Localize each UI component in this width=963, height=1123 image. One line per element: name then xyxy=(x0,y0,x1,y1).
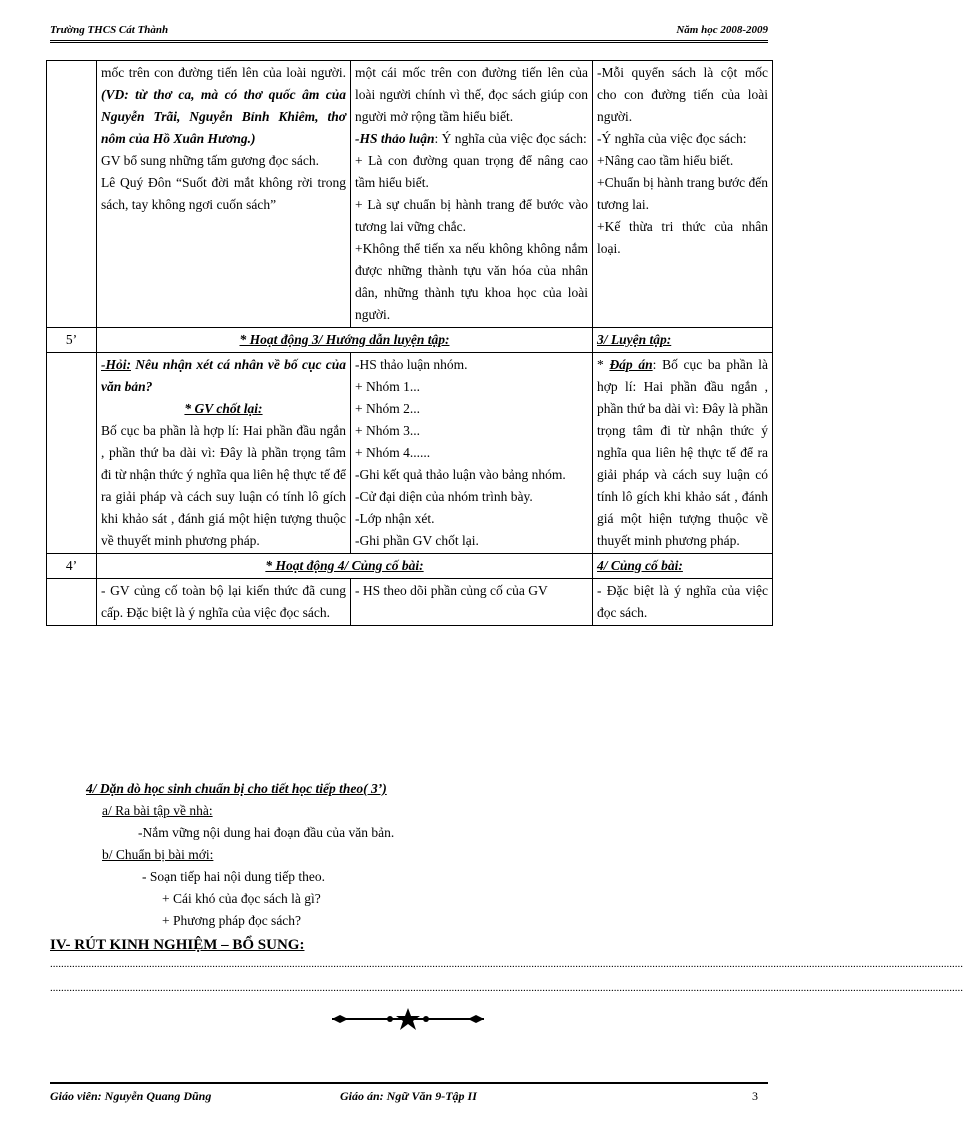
content-title: 3/ Luyện tập: xyxy=(593,328,773,353)
table-row xyxy=(47,328,773,353)
page-header xyxy=(50,24,768,43)
answer-label: Đáp án xyxy=(609,357,653,372)
page-footer xyxy=(50,1082,768,1104)
activity-title: * Hoạt động 3/ Hướng dẫn luyện tập: xyxy=(97,328,593,353)
content-cell: -Mỗi quyển sách là cột mốc cho con đường tiến của loài người. -Ý nghĩa của việc đọc sách: +Nâng cao tầm hiểu biết. +Chuẩn bị hành trang bước đến tương lai. +Kế thừa tri thức của nhân loại. xyxy=(593,61,773,328)
homework-b-title: b/ Chuẩn bị bài mới: xyxy=(102,847,214,862)
table-row xyxy=(47,579,773,626)
time-cell xyxy=(47,579,97,626)
dotted-line: ............................................................................................................................................................................................................................................................................................................................................ xyxy=(50,982,963,994)
table-row xyxy=(47,554,773,579)
table-row xyxy=(47,353,773,554)
activity-title: * Hoạt động 4/ Củng cố bài: xyxy=(97,554,593,579)
gv-conclusion-label: * GV chốt lại: xyxy=(184,401,263,416)
content-cell: - Đặc biệt là ý nghĩa của việc đọc sách. xyxy=(593,579,773,626)
teacher-cell: - GV củng cố toàn bộ lại kiến thức đã cung cấp. Đặc biệt là ý nghĩa của việc đọc sách. xyxy=(97,579,351,626)
footer-plan: Giáo án: Ngữ Văn 9-Tập II xyxy=(340,1089,477,1103)
time-cell: 5’ xyxy=(47,328,97,353)
footer-teacher: Giáo viên: Nguyễn Quang Dũng xyxy=(50,1089,212,1103)
time-cell xyxy=(47,353,97,554)
lesson-table xyxy=(46,60,773,626)
teacher-cell: mốc trên con đường tiến lên của loài người.(VD: từ thơ ca, mà có thơ quốc âm của Nguyễn Trãi, Nguyễn Bỉnh Khiêm, thơ nôm của Hồ Xuân Hương.) GV bổ sung những tấm gương đọc sách. Lê Quý Đôn “Suốt đời mắt không rời trong sách, tay không ngơi cuốn sách” xyxy=(97,61,351,328)
student-cell: một cái mốc trên con đường tiến lên của loài người chính vì thế, đọc sách giúp con người mở rộng tầm hiểu biết. -HS thảo luận: Ý nghĩa của việc đọc sách: + Là con đường quan trọng để nâng cao tầm hiểu biết. + Là sự chuẩn bị hành trang để bước vào tương lai vững chắc. +Không thể tiến xa nếu không không nắm được những thành tựu văn hóa của nhân dân, những thành tựu khoa học của loài người. xyxy=(351,61,593,328)
ornament-divider-icon xyxy=(328,1006,488,1032)
table-row xyxy=(47,61,773,328)
student-cell: - HS theo dõi phần củng cố của GV xyxy=(351,579,593,626)
page-number: 3 xyxy=(752,1089,758,1103)
school-name: Trường THCS Cát Thành xyxy=(50,24,169,36)
school-year: Năm học 2008-2009 xyxy=(676,24,768,36)
student-cell: -HS thảo luận nhóm. + Nhóm 1... + Nhóm 2... + Nhóm 3... + Nhóm 4...... -Ghi kết quả thảo luận vào bảng nhóm. -Cử đại diện của nhóm trình bày. -Lớp nhận xét. -Ghi phần GV chốt lại. xyxy=(351,353,593,554)
homework-a-title: a/ Ra bài tập về nhà: xyxy=(102,803,213,818)
review-title: IV- RÚT KINH NGHIỆM – BỔ SUNG: xyxy=(50,937,305,953)
time-cell: 4’ xyxy=(47,554,97,579)
homework-section: 4/ Dặn dò học sinh chuẩn bị cho tiết học tiếp theo( 3’) a/ Ra bài tập về nhà: -Nắm vững nội dung hai đoạn đầu của văn bản. b/ Chuẩn bị bài mới: - Soạn tiếp hai nội dung tiếp theo. + Cái khó của đọc sách là gì? + Phương pháp đọc sách? xyxy=(46,778,772,932)
teacher-cell: -Hỏi: Nêu nhận xét cá nhân về bố cục của văn bản? * GV chốt lại: Bố cục ba phần là hợp lí: Hai phần đầu ngắn , phần thứ ba dài vì: Đây là phần trọng tâm đi từ nhận thức ý nghĩa qua liên hệ thực tế để ra giải pháp và cách suy luận có tính lô gích khi khảo sát , đánh giá một hiện tượng thuộc về thuyết minh phương pháp. xyxy=(97,353,351,554)
content-title: 4/ Củng cố bài: xyxy=(593,554,773,579)
content-cell: * Đáp án: Bố cục ba phần là hợp lí: Hai phần đầu ngắn , phần thứ ba dài vì: Đây là phần trọng tâm đi từ nhận thức ý nghĩa qua liên hệ thực tế để ra giải pháp và cách suy luận có tính lô gích khi khảo sát , đánh giá một hiện tượng thuộc về thuyết minh phương pháp. xyxy=(593,353,773,554)
hs-discussion-label: -HS thảo luận xyxy=(355,131,435,146)
time-cell xyxy=(47,61,97,328)
dotted-line: ............................................................................................................................................................................................................................................................................................................................................ xyxy=(50,958,963,970)
homework-title: 4/ Dặn dò học sinh chuẩn bị cho tiết học tiếp theo( 3’) xyxy=(86,781,387,796)
